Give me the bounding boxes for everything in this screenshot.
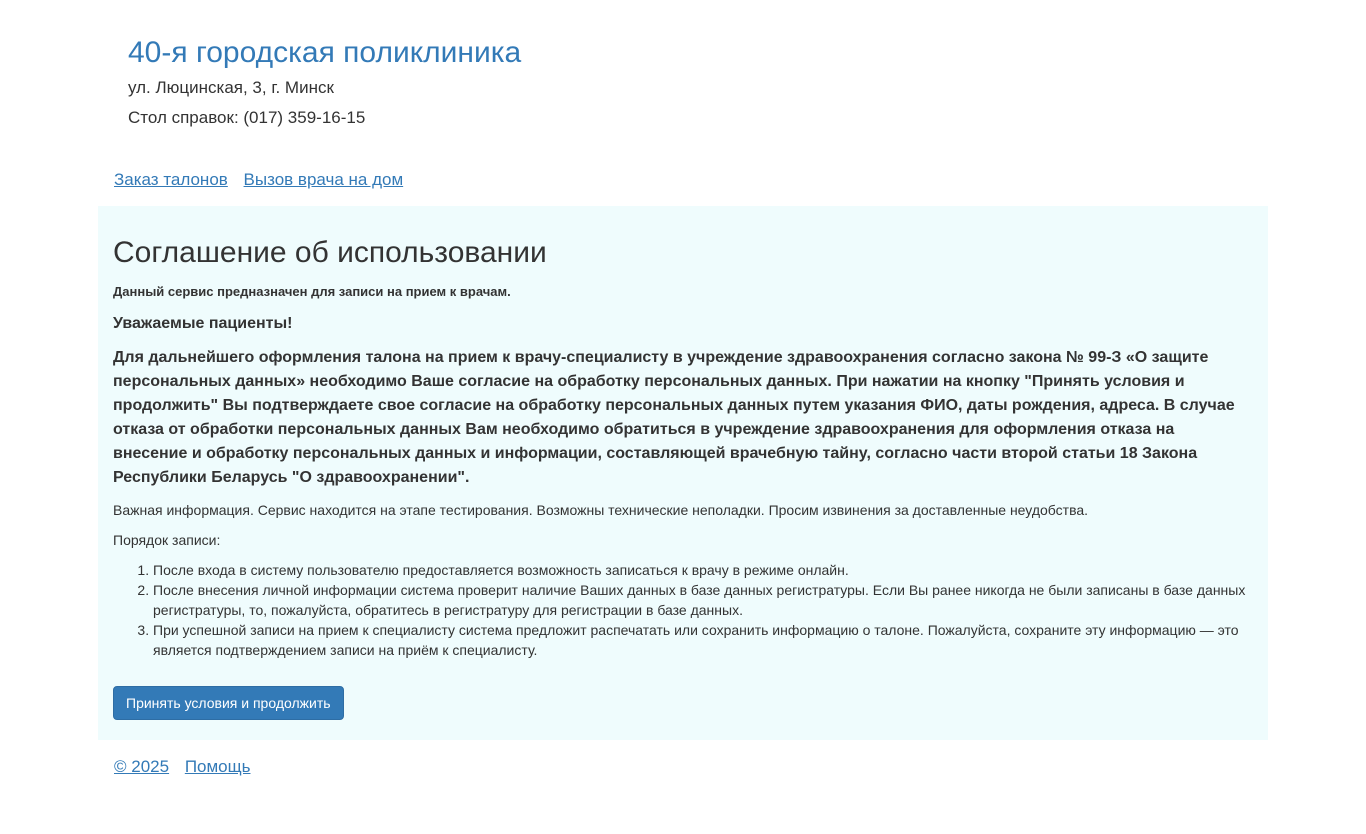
order-tickets-link[interactable]: Заказ талонов: [114, 170, 228, 189]
intro-text: Данный сервис предназначен для записи на прием к врачам.: [113, 284, 511, 299]
footer: [114, 757, 261, 777]
top-nav: [114, 170, 414, 190]
clinic-title: 40-я городская поликлиника: [128, 36, 522, 69]
notice-text: Важная информация. Сервис находится на этапе тестирования. Возможны технические неполадки. Просим извинения за доставленные неудобства.: [113, 502, 1089, 518]
steps-list: [113, 560, 1253, 660]
list-item: 1. После входа в систему пользователю предоставляется возможность записаться к врачу в режиме онлайн.: [153, 560, 1253, 580]
help-link[interactable]: Помощь: [184, 757, 251, 776]
agreement-panel: [98, 206, 1268, 740]
accept-button[interactable]: Принять условия и продолжить: [113, 686, 344, 720]
page-title: Соглашение об использовании: [113, 236, 547, 269]
clinic-address: ул. Люцинская, 3, г. Минск: [128, 78, 334, 97]
greeting-text: Уважаемые пациенты!: [113, 315, 293, 332]
list-item: 3. При успешной записи на прием к специалисту система предложит распечатать или сохранить информацию о талоне. Пожалуйста, сохраните эту информацию — это является подтверждением записи на приём к специалисту.: [153, 620, 1253, 660]
copyright-link[interactable]: © 2025: [114, 757, 170, 776]
order-title: Порядок записи:: [113, 532, 221, 548]
home-call-link[interactable]: Вызов врача на дом: [243, 170, 404, 189]
header: [128, 36, 521, 128]
consent-text: Для дальнейшего оформления талона на прием к врачу-специалисту в учреждение здравоохранения согласно закона № 99-З «О защите персональных данных» необходимо Ваше согласие на обработку персональных данных. При нажатии на кнопку "Принять условия и продолжить" Вы подтверждаете свое согласие на обработку персональных данных путем указания ФИО, даты рождения, адреса. В случае отказа от обработки персональных данных Вам необходимо обратиться в учреждение здравоохранения для оформления отказа на внесение и обработку персональных данных и информации, составляющей врачебную тайну, согласно части второй статьи 18 Закона Республики Беларусь "О здравоохранении".: [113, 349, 1235, 486]
list-item: 2. После внесения личной информации система проверит наличие Ваших данных в базе данных регистратуры. Если Вы ранее никогда не были записаны в базе данных регистратуры, то, пожалуйста, обратитесь в регистратуру для регистрации в базе данных.: [153, 580, 1253, 620]
clinic-phone: Стол справок: (017) 359-16-15: [128, 108, 366, 127]
